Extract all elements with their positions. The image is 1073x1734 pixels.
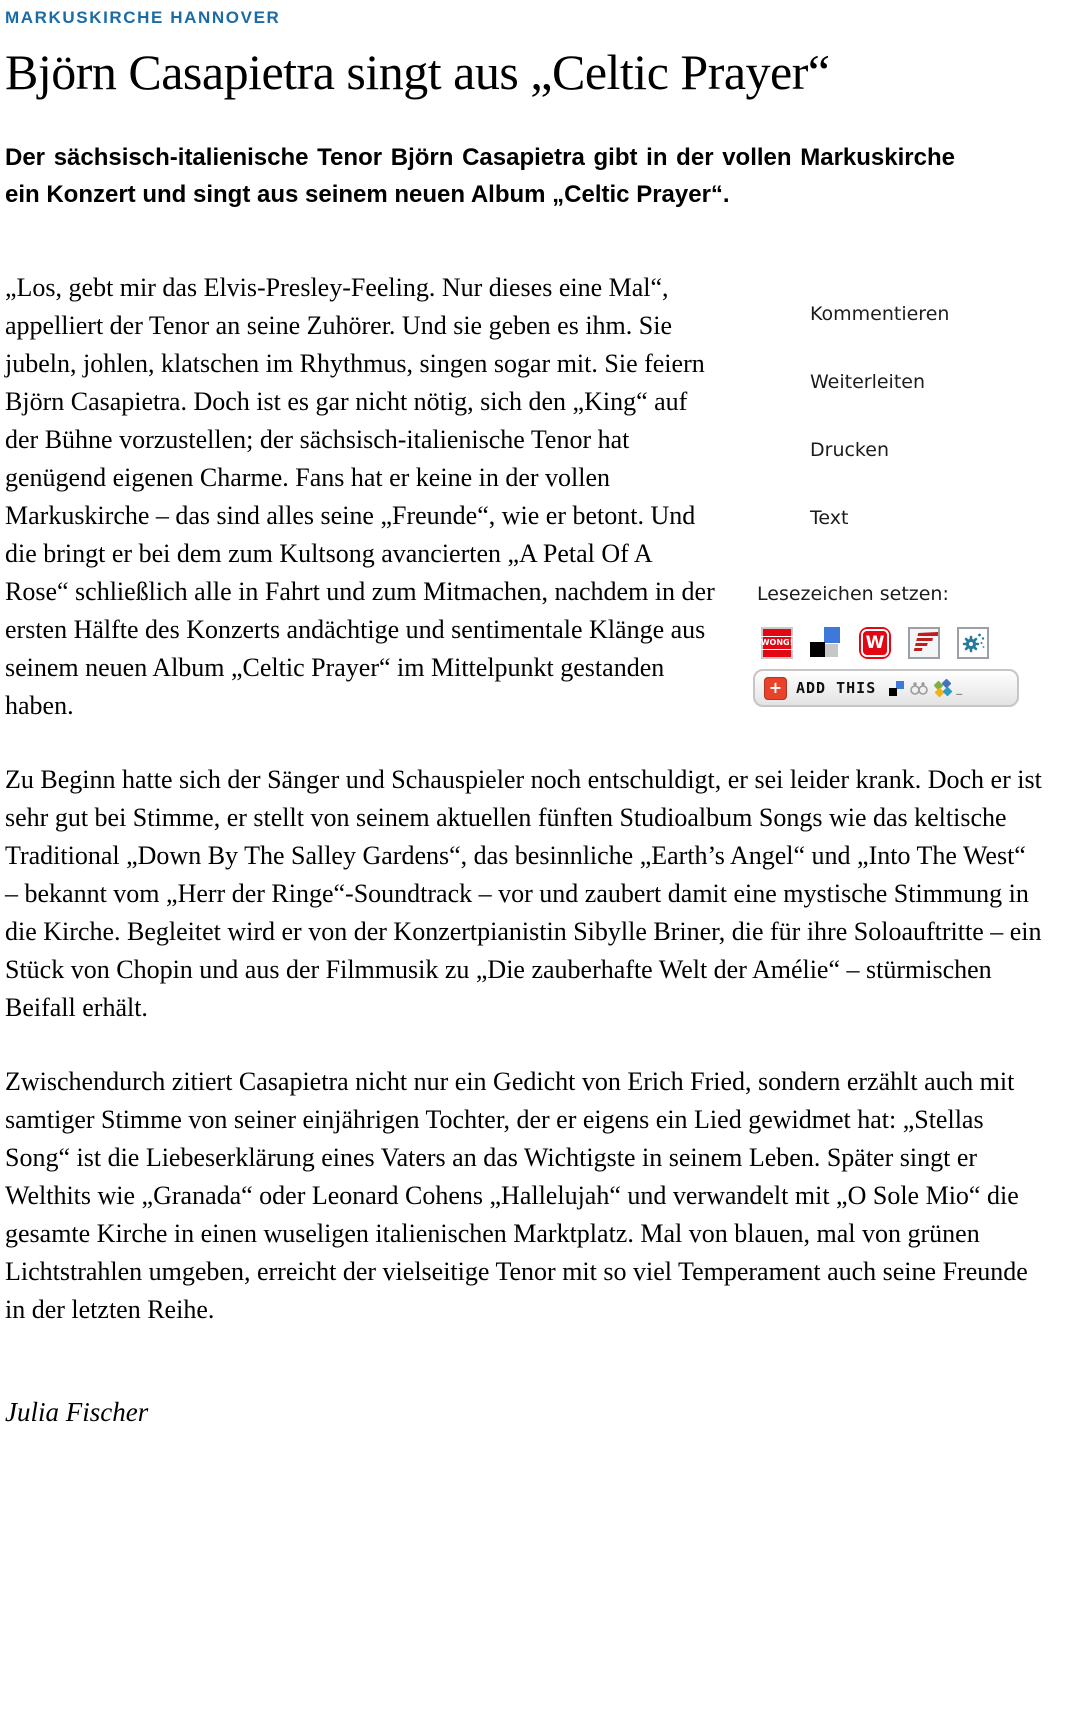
delicious-blue-square (824, 627, 840, 643)
delicious-black-square (810, 642, 825, 657)
section-label: MARKUSKIRCHE HANNOVER (5, 8, 281, 27)
linkarena-gear-glyph (960, 630, 986, 656)
author-byline: Julia Fischer (5, 1397, 149, 1427)
delicious-icon[interactable] (810, 627, 842, 659)
people-icon (909, 681, 929, 696)
action-item (810, 361, 1045, 401)
lead-paragraph: Der sächsisch-italienische Tenor Björn Casapietra gibt in der vollen Markuskirche ein Konzert und singt aus seinem neuen Album „Celtic Prayer“. (5, 144, 955, 208)
page-title: Björn Casapietra singt aus „Celtic Prayer“ (5, 44, 830, 100)
webnews-icon[interactable]: W (859, 627, 891, 659)
bookmark-icons (753, 627, 1045, 659)
plus-icon: + (764, 677, 787, 700)
bookmark-label: Lesezeichen setzen: (757, 583, 949, 605)
delicious-mini-black (889, 688, 897, 696)
yigg-icon[interactable] (908, 627, 940, 659)
action-links (753, 293, 1045, 537)
pinwheel-teal (943, 686, 953, 696)
article-sidebar (753, 271, 1045, 707)
text-link[interactable]: Text (810, 507, 849, 529)
paragraph-3: Zwischendurch zitiert Casapietra nicht nur ein Gedicht von Erich Fried, sondern erzählt auch mit samtiger Stimme von seiner einjährigen Tochter, der er eigens ein Lied gewidmet hat: „Stellas Song“ ist die Liebeserklärung eines Vaters an das Wichtigste in seinem Leben. Später singt er Welthits wie „Granada“ oder Leonard Cohens „Hallelujah“ und verwandelt mit „O Sole Mio“ die gesamte Kirche in einen wuseligen italienischen Marktplatz. Mal von blauen, mal von grünen Lichtstrahlen umgeben, erreicht der vielseitige Tenor mit so viel Temperament auch seine Freunde in der letzten Reihe. (5, 1067, 1028, 1324)
services-pinwheel-icon (934, 680, 951, 697)
addthis-label: ADD THIS (796, 679, 877, 697)
forward-link[interactable]: Weiterleiten (810, 371, 926, 393)
addthis-service-icons (889, 669, 962, 707)
paragraph-1: „Los, gebt mir das Elvis-Presley-Feeling. Nur dieses eine Mal“, appelliert der Tenor an seine Zuhörer. Und sie geben es ihm. Sie jubeln, johlen, klatschen im Rhythmus, singen sogar mit. Sie feiern Björn Casapietra. Doch ist es gar nicht nötig, sich den „King“ auf der Bühne vorzustellen; der sächsisch-italienische Tenor hat genügend eigenen Charme. Fans hat er keine in der vollen Markuskirche – das sind alles seine „Freunde“, wie er betont. Und die bringt er bei dem zum Kultsong avancierten „A Petal Of A Rose“ schließlich alle in Fahrt und zum Mitmachen, nachdem in der ersten Hälfte des Konzerts andächtige und sentimentale Klänge aus seinem neuen Album „Celtic Prayer“ im Mittelpunkt gestanden haben. (5, 273, 715, 720)
delicious-mini-icon (889, 681, 904, 696)
article-body (5, 269, 1045, 1431)
action-item (810, 293, 1045, 333)
delicious-gray-square (825, 644, 838, 657)
delicious-mini-blue (896, 681, 904, 689)
addthis-more: _ (956, 681, 963, 695)
mister-wong-icon[interactable] (761, 627, 793, 659)
mister-wong-badge: WONG! (763, 629, 791, 657)
paragraph-2: Zu Beginn hatte sich der Sänger und Schauspieler noch entschuldigt, er sei leider krank. Doch er ist sehr gut bei Stimme, er stellt von seinem aktuellen fünften Studioalbum Songs wie das keltische Traditional „Down By The Salley Gardens“, das besinnliche „Earth’s Angel“ und „Into The West“ – bekannt vom „Herr der Ringe“-Soundtrack – vor und zaubert damit eine mystische Stimmung in die Kirche. Begleitet wird er von der Konzertpianistin Sibylle Briner, die für ihre Soloauftritte – ein Stück von Chopin und aus der Filmmusik zu „Die zauberhafte Welt der Amélie“ – stürmischen Beifall erhält. (5, 765, 1042, 1022)
print-link[interactable]: Drucken (810, 439, 889, 461)
yigg-flag-glyph (910, 630, 938, 656)
addthis-button[interactable] (753, 669, 1019, 707)
action-item (810, 429, 1045, 469)
comment-link[interactable]: Kommentieren (810, 303, 950, 325)
linkarena-icon[interactable] (957, 627, 989, 659)
action-item (810, 497, 1045, 537)
